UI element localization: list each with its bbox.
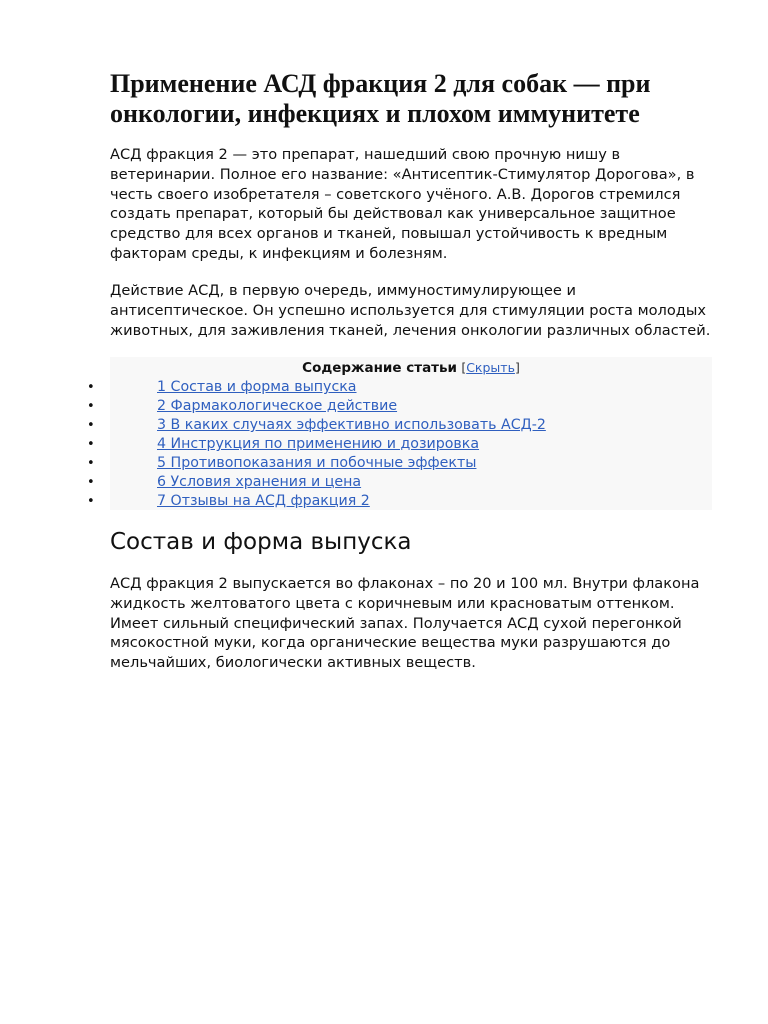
- bullet-icon: •: [87, 437, 95, 452]
- toc-item: [87, 492, 712, 511]
- toc-link-1[interactable]: 1 Состав и форма выпуска: [157, 379, 357, 395]
- toc-link-3[interactable]: 3 В каких случаях эффективно использовать АСД-2: [157, 417, 546, 433]
- toc-link-6[interactable]: 6 Условия хранения и цена: [157, 474, 362, 490]
- toc-header: [110, 357, 712, 378]
- toc-item: [87, 473, 712, 492]
- intro-paragraph-1: АСД фракция 2 — это препарат, нашедший свою прочную нишу в ветеринарии. Полное его название: «Антисептик-Стимулятор Дорогова», в честь своего изобретателя – советского учёного. А.В. Дорогов стремился создать препарат, который бы действовал как универсальное защитное средство для всех органов и тканей, повышал устойчивость к вредным факторам среды, к инфекциям и болезням.: [110, 146, 695, 262]
- toc-bracket-open: [: [461, 360, 467, 375]
- bullet-icon: •: [87, 494, 95, 509]
- toc-link-5[interactable]: 5 Противопоказания и побочные эффекты: [157, 455, 477, 471]
- toc-link-2[interactable]: 2 Фармакологическое действие: [157, 398, 398, 414]
- intro-paragraph-2: Действие АСД, в первую очередь, иммуностимулирующее и антисептическое. Он успешно используется для стимуляции роста молодых животных, для заживления тканей, лечения онкологии различных областей.: [110, 282, 711, 339]
- toc-link-7[interactable]: 7 Отзывы на АСД фракция 2: [157, 493, 370, 509]
- toc-bracket-close: ]: [514, 360, 520, 375]
- toc-hide-link[interactable]: Скрыть: [466, 360, 515, 375]
- section-paragraph: АСД фракция 2 выпускается во флаконах – по 20 и 100 мл. Внутри флакона жидкость желтоватого цвета с коричневым или красноватым оттенком. Имеет сильный специфический запах. Получается АСД сухой перегонкой мясокостной муки, когда органические вещества муки разрушаются до мельчайших, биологически активных веществ.: [110, 575, 700, 672]
- bullet-icon: •: [87, 380, 95, 395]
- toc-item: [87, 454, 712, 473]
- section-heading: Состав и форма выпуска: [110, 529, 412, 555]
- article-title: Применение АСД фракция 2 для собак — при онкологии, инфекциях и плохом иммунитете: [110, 69, 651, 128]
- bullet-icon: •: [87, 418, 95, 433]
- toc-item: [87, 435, 712, 454]
- table-of-contents: [87, 357, 712, 510]
- toc-item: [87, 378, 712, 397]
- bullet-icon: •: [87, 456, 95, 471]
- bullet-icon: •: [87, 399, 95, 414]
- toc-item: [87, 416, 712, 435]
- toc-item: [87, 397, 712, 416]
- toc-list: [87, 378, 712, 511]
- toc-title: Содержание статьи: [302, 360, 458, 376]
- bullet-icon: •: [87, 475, 95, 490]
- toc-link-4[interactable]: 4 Инструкция по применению и дозировка: [157, 436, 480, 452]
